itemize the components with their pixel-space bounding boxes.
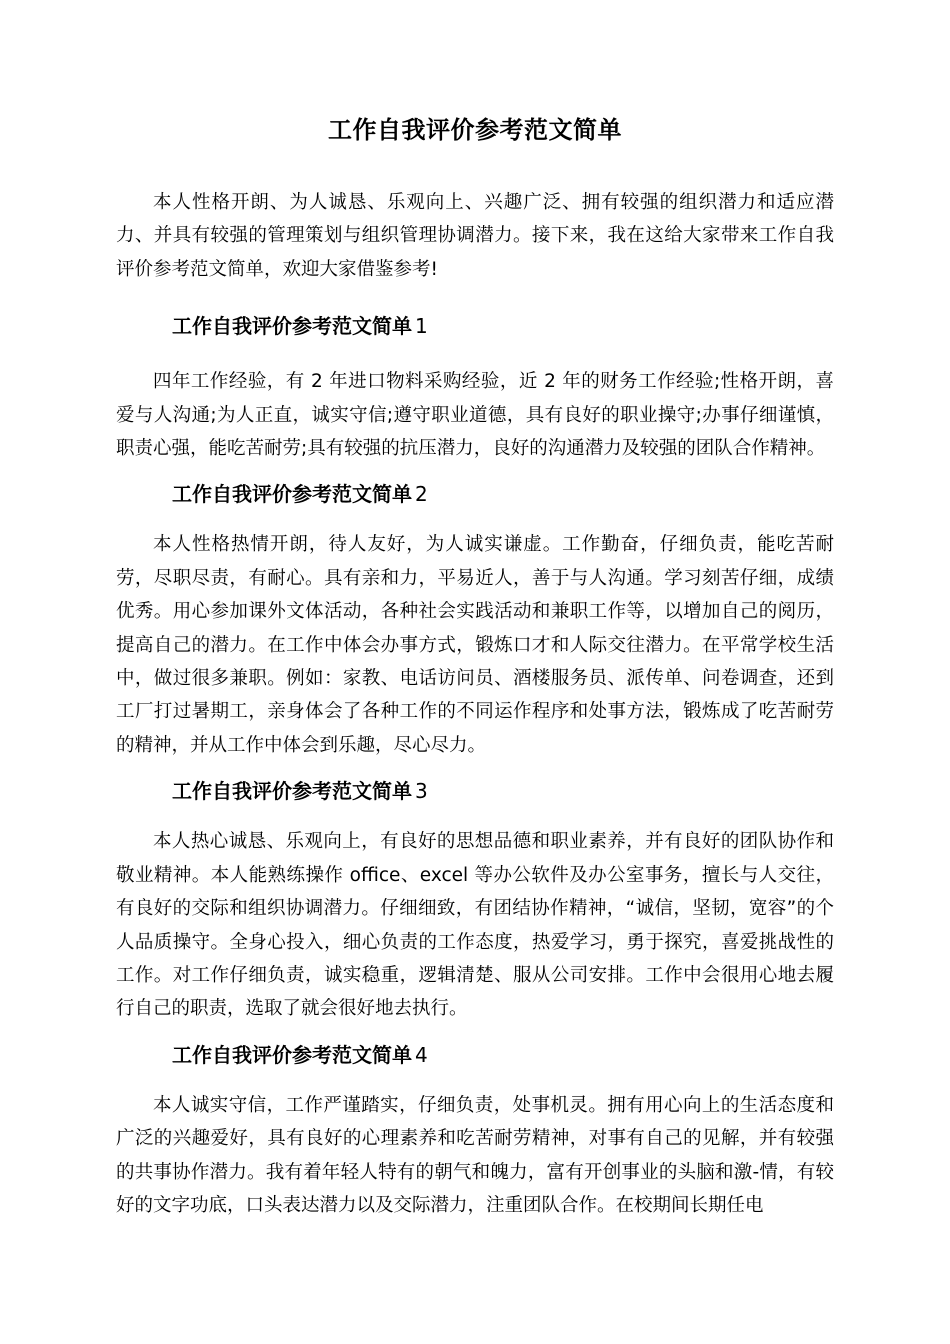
section-heading	[116, 479, 834, 509]
section-heading-text: 工作自我评价参考范文简单	[172, 314, 412, 339]
section-heading-text: 工作自我评价参考范文简单	[172, 779, 412, 804]
section-number: 2	[415, 482, 428, 507]
section-heading-text: 工作自我评价参考范文简单	[172, 1042, 412, 1067]
section-body: 四年工作经验，有 2 年进口物料采购经验，近 2 年的财务工作经验;性格开朗，喜爱与人沟通;为人正直，诚实守信;遵守职业道德，具有良好的职业操守;办事仔细谨慎，职责心强，能吃苦耐劳;具有较强的抗压潜力，良好的沟通潜力及较强的团队合作精神。	[116, 371, 834, 460]
section-2	[116, 479, 834, 762]
section-heading	[116, 1040, 834, 1070]
section-body: 本人热心诚恳、乐观向上，有良好的思想品德和职业素养，并有良好的团队协作和敬业精神。本人能熟练操作 office、excel 等办公软件及办公室事务，擅长与人交往，有良好的交际和组织协调潜力。仔细细致，有团结协作精神，“诚信，坚韧，宽容”的个人品质操守。全身心投入，细心负责的工作态度，热爱学习，勇于探究，喜爱挑战性的工作。对工作仔细负责，诚实稳重，逻辑清楚、服从公司安排。工作中会很用心地去履行自己的职责，选取了就会很好地去执行。	[116, 831, 834, 1020]
section-1	[116, 311, 834, 465]
intro-paragraph: 本人性格开朗、为人诚恳、乐观向上、兴趣广泛、拥有较强的组织潜力和适应潜力、并具有较强的管理策划与组织管理协调潜力。接下来，我在这给大家带来工作自我评价参考范文简单，欢迎大家借鉴参考!	[116, 192, 834, 280]
section-number: 4	[415, 1042, 428, 1067]
document-title: 工作自我评价参考范文简单	[328, 116, 622, 144]
section-body: 本人诚实守信，工作严谨踏实，仔细负责，处事机灵。拥有用心向上的生活态度和广泛的兴趣爱好，具有良好的心理素养和吃苦耐劳精神，对事有自己的见解，并有较强的共事协作潜力。我有着年轻人特有的朝气和魄力，富有开创事业的头脑和激-情，有较好的文字功底，口头表达潜力以及交际潜力，注重团队合作。在校期间长期任电	[116, 1094, 834, 1216]
section-number: 3	[415, 779, 428, 804]
section-heading	[116, 776, 834, 806]
section-number: 1	[415, 314, 428, 339]
section-4	[116, 1040, 834, 1223]
section-heading	[116, 311, 834, 341]
document-page	[116, 112, 834, 1222]
section-3	[116, 776, 834, 1025]
section-body: 本人性格热情开朗，待人友好，为人诚实谦虚。工作勤奋，仔细负责，能吃苦耐劳，尽职尽责，有耐心。具有亲和力，平易近人，善于与人沟通。学习刻苦仔细，成绩优秀。用心参加课外文体活动，各种社会实践活动和兼职工作等，以增加自己的阅历，提高自己的潜力。在工作中体会办事方式，锻炼口才和人际交往潜力。在平常学校生活中，做过很多兼职。例如：家教、电话访问员、酒楼服务员、派传单、问卷调查，还到工厂打过暑期工，亲身体会了各种工作的不同运作程序和处事方法，锻炼成了吃苦耐劳的精神，并从工作中体会到乐趣，尽心尽力。	[116, 534, 834, 756]
section-heading-text: 工作自我评价参考范文简单	[172, 482, 412, 507]
